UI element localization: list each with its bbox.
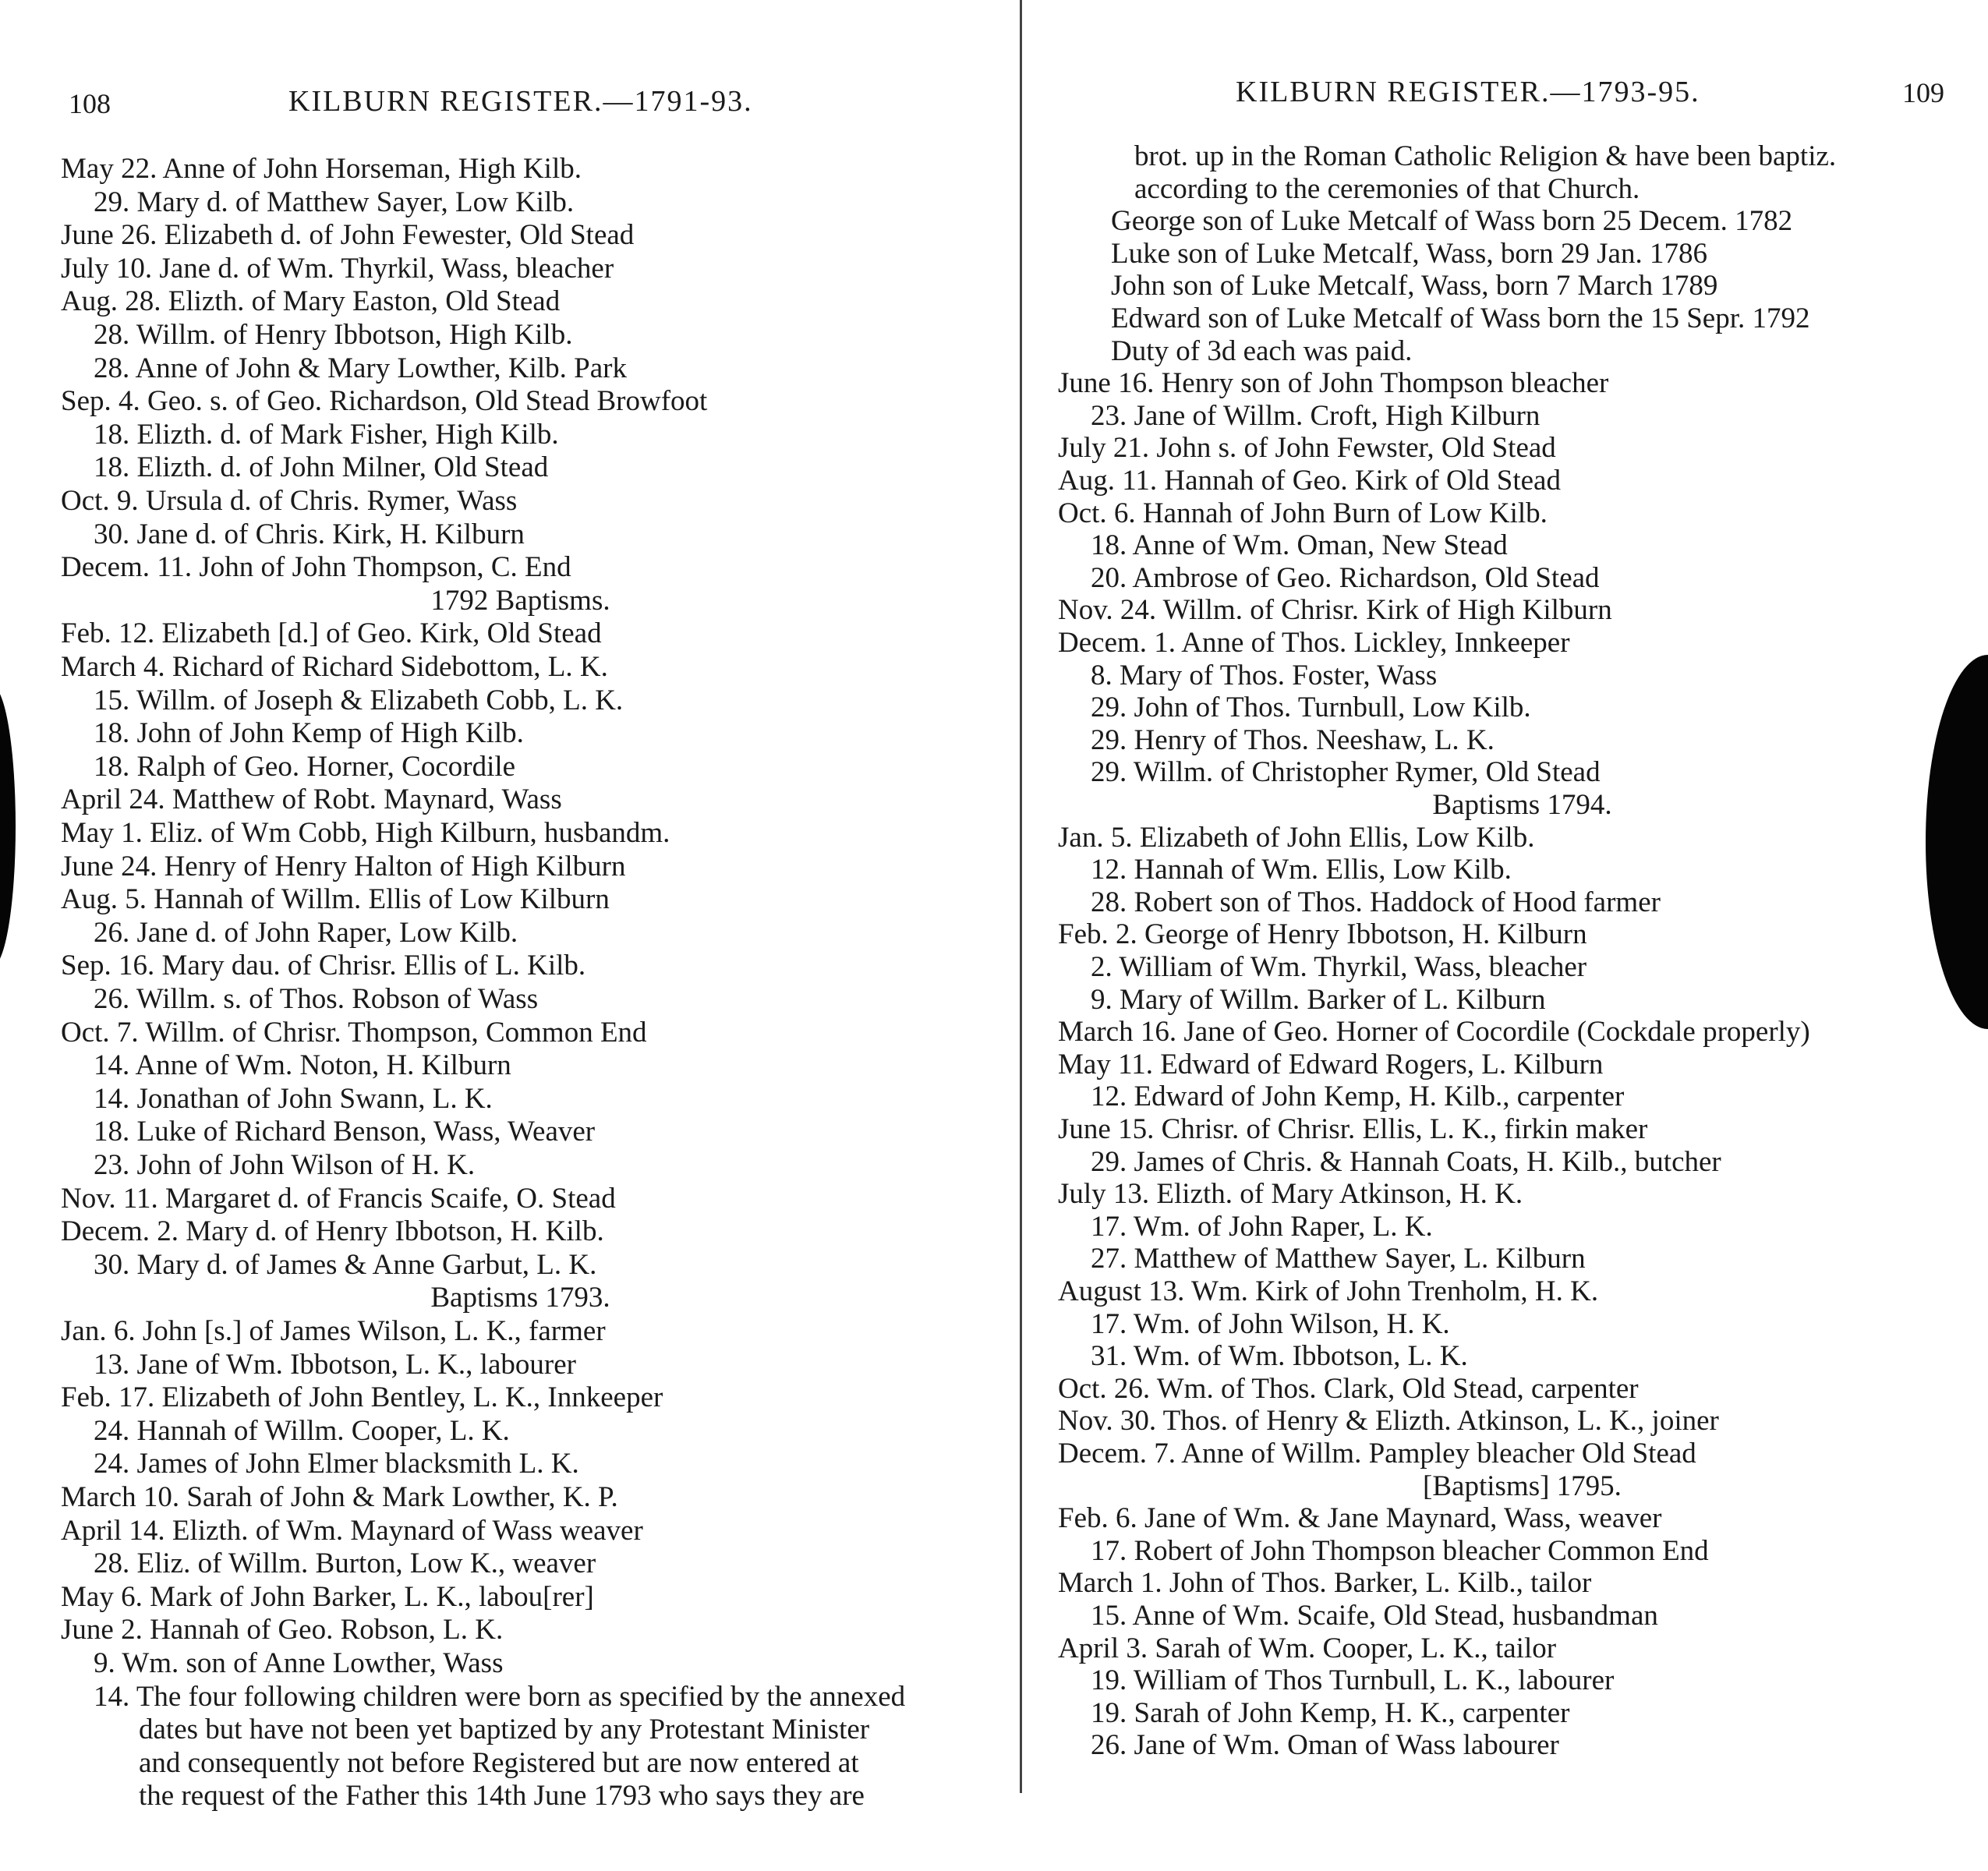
- register-entry: 9. Wm. son of Anne Lowther, Wass: [94, 1647, 504, 1679]
- register-entry: 14. The four following children were born as specified by the annexed: [94, 1680, 906, 1713]
- register-entry: 26. Jane d. of John Raper, Low Kilb.: [94, 916, 518, 949]
- register-entry: 27. Matthew of Matthew Sayer, L. Kilburn: [1091, 1243, 1586, 1275]
- register-entry: March 16. Jane of Geo. Horner of Cocordile (Cockdale properly): [1058, 1016, 1810, 1049]
- register-entry: 14. Anne of Wm. Noton, H. Kilburn: [94, 1049, 511, 1082]
- register-entry: Decem. 1. Anne of Thos. Lickley, Innkeeper: [1058, 627, 1570, 659]
- register-entry: Oct. 6. Hannah of John Burn of Low Kilb.: [1058, 497, 1548, 529]
- register-entry: 18. Ralph of Geo. Horner, Cocordile: [94, 750, 516, 783]
- register-entry: according to the ceremonies of that Church.: [1134, 172, 1640, 205]
- register-entry: Nov. 24. Willm. of Chrisr. Kirk of High Kilburn: [1058, 594, 1612, 627]
- register-entry: Oct. 26. Wm. of Thos. Clark, Old Stead, carpenter: [1058, 1372, 1639, 1405]
- register-entry: 24. James of John Elmer blacksmith L. K.: [94, 1448, 579, 1480]
- register-entry: June 26. Elizabeth d. of John Fewester, Old Stead: [61, 219, 635, 252]
- register-entry: 29. James of Chris. & Hannah Coats, H. Kilb., butcher: [1091, 1145, 1721, 1178]
- register-entry: 12. Hannah of Wm. Ellis, Low Kilb.: [1091, 854, 1512, 886]
- register-entry: 28. Eliz. of Willm. Burton, Low K., weaver: [94, 1547, 596, 1580]
- register-entry: 18. Elizth. d. of Mark Fisher, High Kilb.: [94, 418, 559, 451]
- register-entry: 15. Anne of Wm. Scaife, Old Stead, husbandman: [1091, 1600, 1658, 1632]
- register-entry: Nov. 30. Thos. of Henry & Elizth. Atkinson, L. K., joiner: [1058, 1405, 1719, 1438]
- register-entry: 31. Wm. of Wm. Ibbotson, L. K.: [1091, 1340, 1468, 1373]
- page-number: 109: [1902, 77, 1944, 108]
- register-entry: June 24. Henry of Henry Halton of High Kilburn: [61, 850, 626, 882]
- running-head: KILBURN REGISTER.—1791-93.: [288, 85, 753, 118]
- register-entry: 30. Mary d. of James & Anne Garbut, L. K.: [94, 1248, 597, 1281]
- register-entry: Feb. 12. Elizabeth [d.] of Geo. Kirk, Old Stead: [61, 617, 602, 650]
- register-entry: April 24. Matthew of Robt. Maynard, Wass: [61, 783, 562, 816]
- register-entry: Feb. 2. George of Henry Ibbotson, H. Kilburn: [1058, 918, 1587, 951]
- register-entry: Decem. 7. Anne of Willm. Pampley bleacher Old Stead: [1058, 1438, 1696, 1470]
- register-entry: 28. Robert son of Thos. Haddock of Hood farmer: [1091, 886, 1661, 918]
- register-entry: 19. Sarah of John Kemp, H. K., carpenter: [1091, 1696, 1570, 1729]
- register-entry: 28. Anne of John & Mary Lowther, Kilb. Park: [94, 352, 627, 384]
- register-entry: Feb. 6. Jane of Wm. & Jane Maynard, Wass, weaver: [1058, 1502, 1662, 1535]
- register-entry: 29. John of Thos. Turnbull, Low Kilb.: [1091, 691, 1531, 724]
- register-entry: George son of Luke Metcalf of Wass born 25 Decem. 1782: [1111, 205, 1793, 238]
- register-entry: 28. Willm. of Henry Ibbotson, High Kilb.: [94, 319, 573, 351]
- register-entry: 19. William of Thos Turnbull, L. K., labourer: [1091, 1664, 1615, 1697]
- register-entry: June 2. Hannah of Geo. Robson, L. K.: [61, 1614, 504, 1646]
- register-entry: July 13. Elizth. of Mary Atkinson, H. K.: [1058, 1178, 1523, 1211]
- register-entry: dates but have not been yet baptized by any Protestant Minister: [139, 1714, 870, 1746]
- register-entry: May 22. Anne of John Horseman, High Kilb.: [61, 153, 582, 185]
- register-entry: 26. Willm. s. of Thos. Robson of Wass: [94, 983, 539, 1015]
- register-entry: Oct. 7. Willm. of Chrisr. Thompson, Common End: [61, 1016, 647, 1049]
- register-entry: Aug. 11. Hannah of Geo. Kirk of Old Stead: [1058, 465, 1561, 497]
- section-heading: Baptisms 1794.: [1432, 789, 1612, 821]
- page-number: 108: [69, 88, 111, 119]
- register-entry: May 1. Eliz. of Wm Cobb, High Kilburn, husbandm.: [61, 817, 670, 849]
- register-entry: 30. Jane d. of Chris. Kirk, H. Kilburn: [94, 518, 525, 550]
- register-entry: July 21. John s. of John Fewster, Old Stead: [1058, 432, 1556, 465]
- register-entry: March 1. John of Thos. Barker, L. Kilb., tailor: [1058, 1567, 1592, 1600]
- register-entry: 29. Willm. of Christopher Rymer, Old Stead: [1091, 756, 1601, 789]
- register-entry: Sep. 16. Mary dau. of Chrisr. Ellis of L. Kilb.: [61, 950, 586, 982]
- register-entry: Jan. 6. John [s.] of James Wilson, L. K., farmer: [61, 1315, 606, 1347]
- section-heading: Baptisms 1793.: [430, 1282, 610, 1314]
- register-entry: Luke son of Luke Metcalf, Wass, born 29 Jan. 1786: [1111, 237, 1707, 270]
- register-entry: 15. Willm. of Joseph & Elizabeth Cobb, L. K.: [94, 684, 624, 716]
- register-entry: 23. John of John Wilson of H. K.: [94, 1149, 476, 1181]
- register-entry: John son of Luke Metcalf, Wass, born 7 March 1789: [1111, 270, 1718, 302]
- register-entry: Decem. 11. John of John Thompson, C. End: [61, 551, 571, 584]
- register-entry: May 11. Edward of Edward Rogers, L. Kilburn: [1058, 1048, 1604, 1081]
- running-head: KILBURN REGISTER.—1793-95.: [1236, 76, 1700, 108]
- register-entry: 9. Mary of Willm. Barker of L. Kilburn: [1091, 983, 1546, 1016]
- section-heading: [Baptisms] 1795.: [1423, 1470, 1622, 1502]
- register-entry: May 6. Mark of John Barker, L. K., labou[rer]: [61, 1580, 594, 1613]
- register-entry: March 4. Richard of Richard Sidebottom, L. K.: [61, 651, 608, 683]
- register-entry: Duty of 3d each was paid.: [1111, 334, 1413, 367]
- register-entry: 13. Jane of Wm. Ibbotson, L. K., labourer: [94, 1348, 576, 1381]
- register-entry: March 10. Sarah of John & Mark Lowther, K. P.: [61, 1481, 618, 1513]
- register-entry: 24. Hannah of Willm. Cooper, L. K.: [94, 1414, 510, 1447]
- register-entry: 23. Jane of Willm. Croft, High Kilburn: [1091, 399, 1541, 432]
- register-entry: June 15. Chrisr. of Chrisr. Ellis, L. K., firkin maker: [1058, 1113, 1648, 1145]
- section-heading: 1792 Baptisms.: [430, 584, 610, 617]
- register-entry: 26. Jane of Wm. Oman of Wass labourer: [1091, 1729, 1559, 1762]
- register-entry: July 10. Jane d. of Wm. Thyrkil, Wass, bleacher: [61, 252, 614, 285]
- register-entry: 12. Edward of John Kemp, H. Kilb., carpenter: [1091, 1081, 1625, 1113]
- register-entry: August 13. Wm. Kirk of John Trenholm, H. K.: [1058, 1275, 1599, 1307]
- register-entry: 18. Anne of Wm. Oman, New Stead: [1091, 529, 1508, 562]
- register-entry: Jan. 5. Elizabeth of John Ellis, Low Kilb.: [1058, 821, 1535, 854]
- register-entry: 17. Wm. of John Raper, L. K.: [1091, 1210, 1433, 1243]
- register-entry: brot. up in the Roman Catholic Religion & have been baptiz.: [1134, 140, 1837, 172]
- register-entry: April 14. Elizth. of Wm. Maynard of Wass weaver: [61, 1514, 643, 1547]
- register-entry: Nov. 11. Margaret d. of Francis Scaife, O. Stead: [61, 1182, 616, 1215]
- register-entry: Decem. 2. Mary d. of Henry Ibbotson, H. Kilb.: [61, 1215, 604, 1248]
- register-entry: 29. Mary d. of Matthew Sayer, Low Kilb.: [94, 186, 575, 218]
- register-entry: Feb. 17. Elizabeth of John Bentley, L. K., Innkeeper: [61, 1381, 663, 1414]
- register-entry: and consequently not before Registered but are now entered at: [139, 1746, 859, 1779]
- register-entry: Aug. 28. Elizth. of Mary Easton, Old Stead: [61, 285, 561, 318]
- register-entry: 2. William of Wm. Thyrkil, Wass, bleacher: [1091, 951, 1587, 983]
- register-entry: Edward son of Luke Metcalf of Wass born the 15 Sepr. 1792: [1111, 302, 1810, 334]
- register-entry: 20. Ambrose of Geo. Richardson, Old Stead: [1091, 561, 1600, 594]
- register-entry: 8. Mary of Thos. Foster, Wass: [1091, 659, 1438, 691]
- right-page: [994, 0, 1988, 1871]
- register-entry: the request of the Father this 14th June 1793 who says they are: [139, 1780, 865, 1813]
- register-entry: 17. Robert of John Thompson bleacher Common End: [1091, 1534, 1709, 1567]
- register-entry: June 16. Henry son of John Thompson bleacher: [1058, 367, 1609, 400]
- register-entry: Aug. 5. Hannah of Willm. Ellis of Low Kilburn: [61, 883, 610, 916]
- register-entry: Oct. 9. Ursula d. of Chris. Rymer, Wass: [61, 485, 518, 517]
- register-entry: Sep. 4. Geo. s. of Geo. Richardson, Old Stead Browfoot: [61, 385, 708, 418]
- register-entry: 18. Luke of Richard Benson, Wass, Weaver: [94, 1116, 596, 1148]
- register-entry: 14. Jonathan of John Swann, L. K.: [94, 1082, 493, 1115]
- register-entry: 18. Elizth. d. of John Milner, Old Stead: [94, 451, 549, 484]
- register-entry: 18. John of John Kemp of High Kilb.: [94, 717, 524, 750]
- register-entry: 17. Wm. of John Wilson, H. K.: [1091, 1307, 1450, 1340]
- register-entry: April 3. Sarah of Wm. Cooper, L. K., tailor: [1058, 1632, 1557, 1664]
- register-entry: 29. Henry of Thos. Neeshaw, L. K.: [1091, 723, 1495, 756]
